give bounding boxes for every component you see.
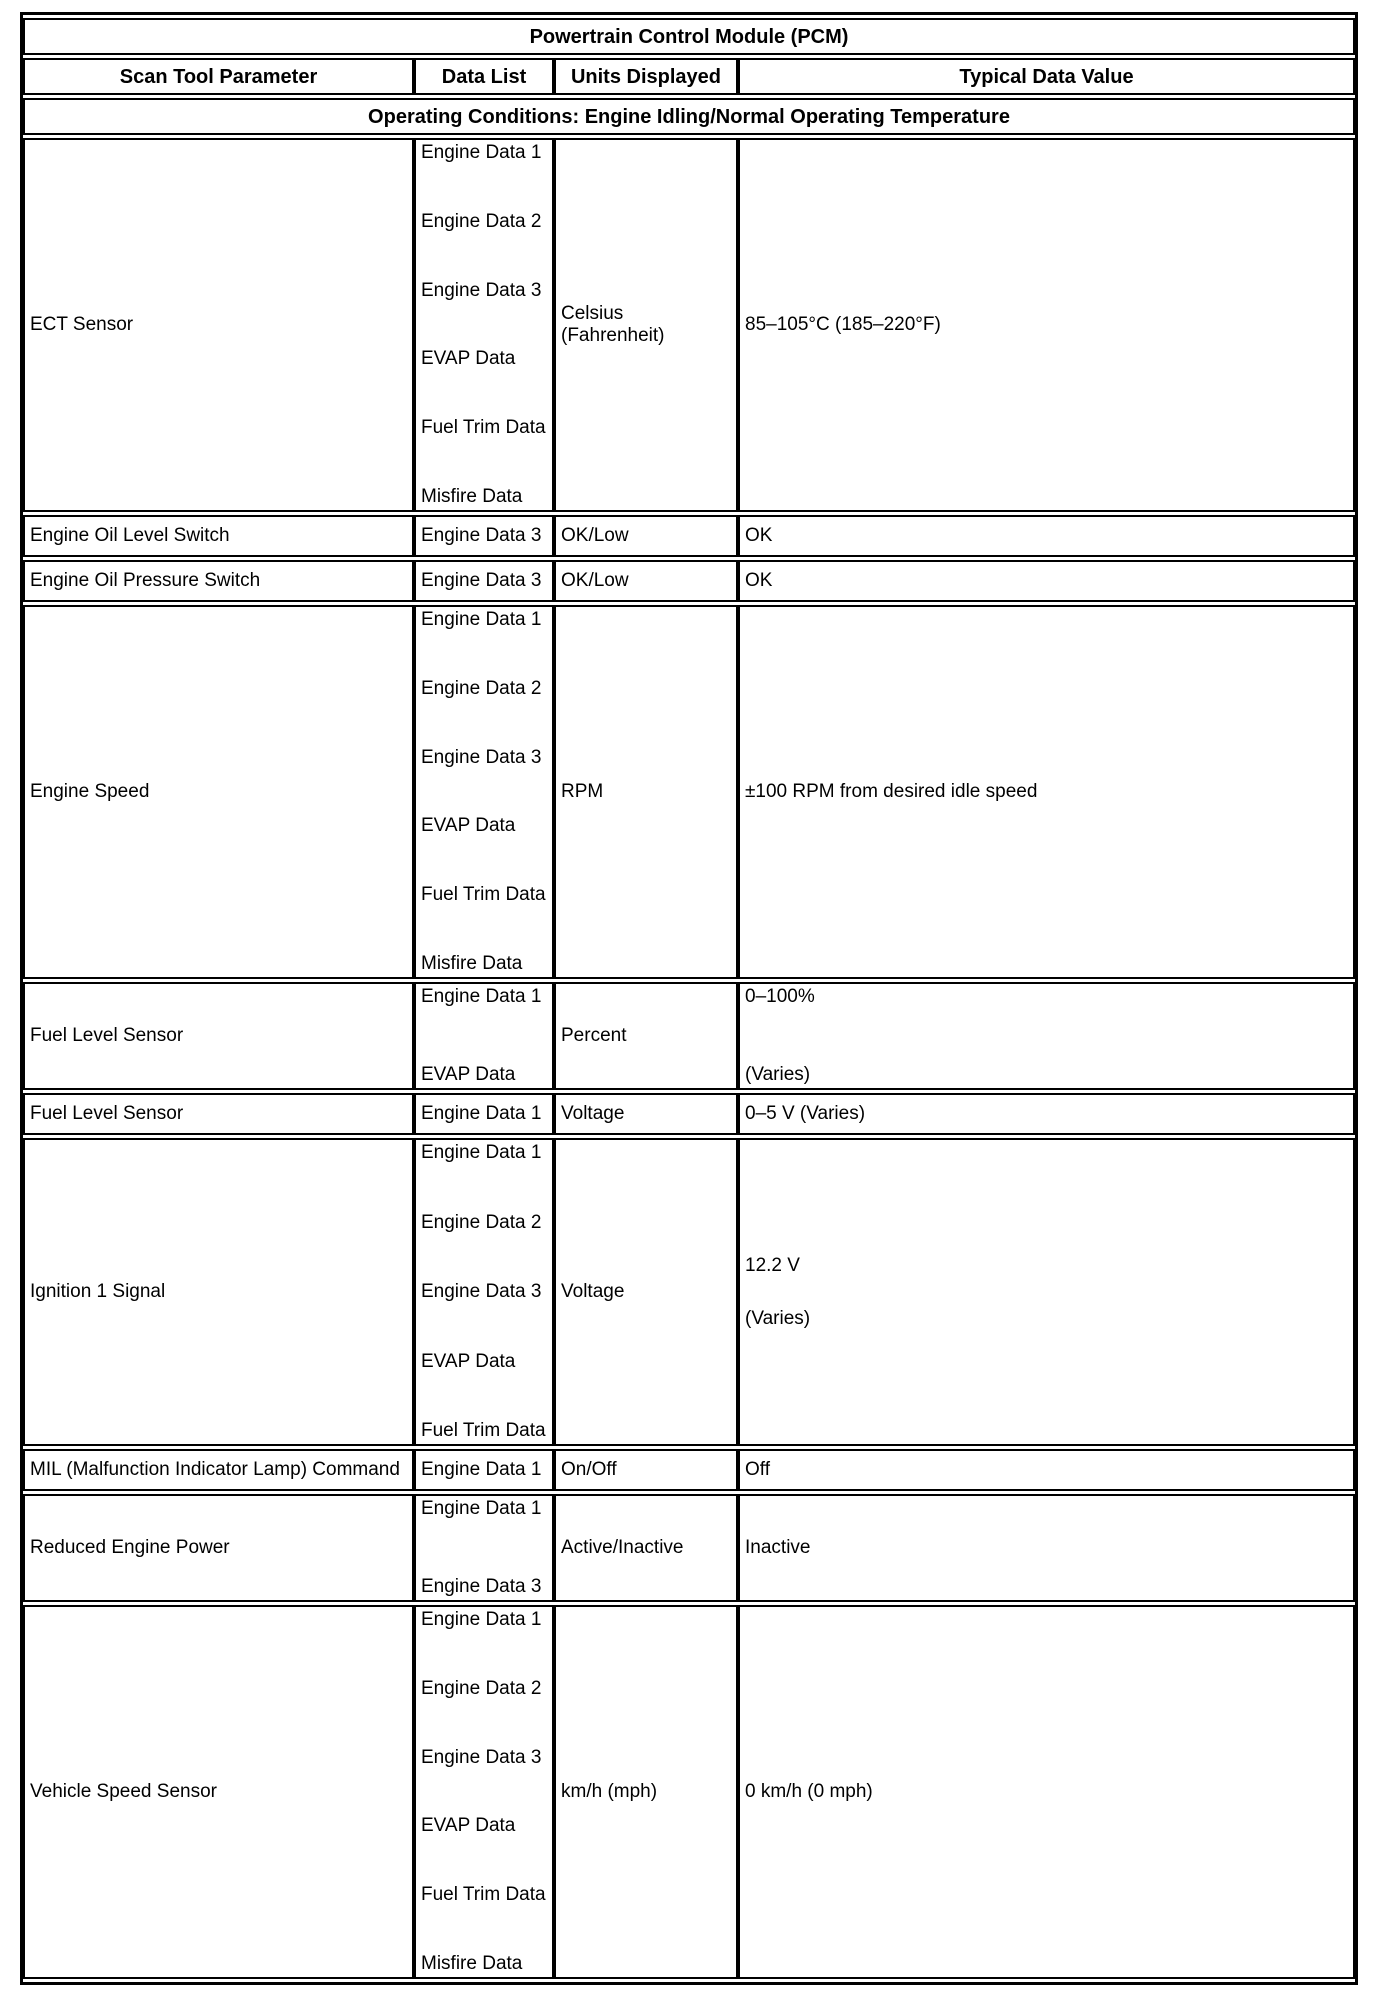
typical-value: OK: [745, 525, 773, 546]
column-header-row: [23, 58, 1355, 95]
parameter-label: Ignition 1 Signal: [30, 1281, 166, 1302]
data-list-item: Engine Data 3: [421, 746, 542, 768]
col-header-label: Units Displayed: [570, 65, 722, 88]
typical-value: Inactive: [745, 1537, 811, 1558]
parameter-cell: [23, 1494, 414, 1602]
data-list-item: Engine Data 1: [421, 142, 542, 163]
typical-value: 85–105°C (185–220°F): [745, 314, 941, 335]
units-cell: [554, 982, 738, 1090]
data-list-cell: [414, 1093, 554, 1135]
operating-conditions-row: [23, 98, 1355, 135]
col-header-scan-tool-parameter: [23, 58, 414, 95]
units-cell: [554, 560, 738, 602]
data-list-item: Engine Data 2: [421, 1211, 542, 1233]
units-label: On/Off: [561, 1459, 617, 1480]
pcm-data-table: [20, 12, 1358, 1985]
data-list-item: Engine Data 3: [421, 1746, 542, 1768]
units-label: Active/Inactive: [561, 1537, 684, 1558]
data-list-cell: [414, 1449, 554, 1491]
parameter-label: Reduced Engine Power: [30, 1537, 230, 1558]
data-list-item: Engine Data 1: [421, 1142, 542, 1163]
table-row: [23, 1138, 1355, 1446]
parameter-cell: [23, 1138, 414, 1446]
data-list-item: EVAP Data: [421, 348, 516, 370]
col-header-label: Typical Data Value: [959, 65, 1134, 88]
col-header-units-displayed: [554, 58, 738, 95]
data-list-item: EVAP Data: [421, 815, 516, 837]
col-header-label: Data List: [441, 65, 527, 88]
data-list-cell: [414, 1138, 554, 1446]
table-row: [23, 1605, 1355, 1979]
data-list-cell: [414, 982, 554, 1090]
typical-value: (Varies): [745, 1307, 811, 1329]
parameter-label: Fuel Level Sensor: [30, 1025, 184, 1046]
units-cell: [554, 138, 738, 512]
data-list-item: Engine Data 2: [421, 1677, 542, 1699]
parameter-label: Engine Speed: [30, 781, 150, 802]
data-list-item: Fuel Trim Data: [421, 417, 546, 439]
parameter-label: MIL (Malfunction Indicator Lamp) Command: [30, 1459, 400, 1480]
parameter-cell: [23, 1449, 414, 1491]
table-row: [23, 560, 1355, 602]
units-label: OK/Low: [561, 525, 629, 546]
data-list-item: Engine Data 1: [421, 1459, 542, 1480]
data-list-item: Engine Data 3: [421, 525, 542, 546]
data-list-item: Fuel Trim Data: [421, 884, 546, 906]
table-title-text: Powertrain Control Module (PCM): [529, 25, 849, 48]
table-row: [23, 1494, 1355, 1602]
units-label: Percent: [561, 1025, 627, 1046]
units-cell: [554, 515, 738, 557]
units-label: km/h (mph): [561, 1781, 658, 1802]
parameter-cell: [23, 1605, 414, 1979]
data-list-item: Engine Data 3: [421, 279, 542, 301]
parameter-cell: [23, 515, 414, 557]
typical-cell: [738, 138, 1355, 512]
data-list-item: Engine Data 1: [421, 609, 542, 630]
table-row: [23, 515, 1355, 557]
parameter-label: Engine Oil Pressure Switch: [30, 570, 261, 591]
data-list-cell: [414, 138, 554, 512]
typical-value: 0–100%: [745, 986, 815, 1007]
units-cell: [554, 1494, 738, 1602]
data-list-item: Engine Data 1: [421, 1498, 542, 1519]
parameter-label: Fuel Level Sensor: [30, 1103, 184, 1124]
parameter-label: ECT Sensor: [30, 314, 134, 335]
parameter-cell: [23, 1093, 414, 1135]
col-header-data-list: [414, 58, 554, 95]
typical-value: ±100 RPM from desired idle speed: [745, 781, 1038, 802]
data-list-item: EVAP Data: [421, 1350, 516, 1372]
data-list-cell: [414, 560, 554, 602]
col-header-typical-data-value: [738, 58, 1355, 95]
data-list-cell: [414, 605, 554, 979]
table-title: [23, 18, 1355, 55]
typical-value: (Varies): [745, 1064, 811, 1085]
data-list-item: Engine Data 3: [421, 1281, 542, 1302]
data-list-item: Misfire Data: [421, 485, 523, 507]
data-list-item: Engine Data 2: [421, 677, 542, 699]
typical-value: OK: [745, 570, 773, 591]
units-label: Celsius (Fahrenheit): [561, 303, 665, 346]
typical-value: Off: [745, 1459, 770, 1480]
parameter-cell: [23, 982, 414, 1090]
data-list-cell: [414, 515, 554, 557]
units-label: Voltage: [561, 1281, 625, 1302]
typical-value: 0–5 V (Varies): [745, 1103, 866, 1124]
data-list-cell: [414, 1605, 554, 1979]
typical-cell: [738, 1138, 1355, 1446]
typical-cell: [738, 515, 1355, 557]
typical-cell: [738, 1494, 1355, 1602]
typical-cell: [738, 560, 1355, 602]
table-row: [23, 138, 1355, 512]
title-row: [23, 18, 1355, 55]
units-cell: [554, 1093, 738, 1135]
units-cell: [554, 605, 738, 979]
table-row: [23, 1093, 1355, 1135]
table-row: [23, 1449, 1355, 1491]
parameter-cell: [23, 560, 414, 602]
data-list-item: Engine Data 1: [421, 1103, 542, 1124]
typical-cell: [738, 982, 1355, 1090]
data-list-item: Engine Data 1: [421, 986, 542, 1007]
data-list-item: EVAP Data: [421, 1064, 516, 1085]
col-header-label: Scan Tool Parameter: [119, 65, 318, 88]
typical-cell: [738, 1449, 1355, 1491]
operating-conditions-cell: [23, 98, 1355, 135]
data-list-item: EVAP Data: [421, 1815, 516, 1837]
typical-cell: [738, 605, 1355, 979]
typical-value: 0 km/h (0 mph): [745, 1781, 873, 1802]
operating-conditions-text: Operating Conditions: Engine Idling/Normal Operating Temperature: [368, 105, 1010, 128]
parameter-cell: [23, 605, 414, 979]
data-list-item: Fuel Trim Data: [421, 1420, 546, 1441]
units-cell: [554, 1138, 738, 1446]
parameter-label: Vehicle Speed Sensor: [30, 1781, 217, 1802]
data-list-item: Engine Data 3: [421, 570, 542, 591]
data-list-item: Misfire Data: [421, 1952, 523, 1974]
data-list-item: Misfire Data: [421, 952, 523, 974]
data-list-item: Engine Data 1: [421, 1609, 542, 1630]
units-cell: [554, 1449, 738, 1491]
typical-cell: [738, 1605, 1355, 1979]
table-row: [23, 605, 1355, 979]
data-list-item: Engine Data 3: [421, 1576, 542, 1597]
units-label: Voltage: [561, 1103, 625, 1124]
units-label: RPM: [561, 781, 604, 802]
units-label: OK/Low: [561, 570, 629, 591]
data-list-item: Engine Data 2: [421, 210, 542, 232]
data-list-cell: [414, 1494, 554, 1602]
parameter-label: Engine Oil Level Switch: [30, 525, 230, 546]
units-cell: [554, 1605, 738, 1979]
typical-cell: [738, 1093, 1355, 1135]
parameter-cell: [23, 138, 414, 512]
typical-value: 12.2 V: [745, 1254, 800, 1276]
data-list-item: Fuel Trim Data: [421, 1884, 546, 1906]
table-row: [23, 982, 1355, 1090]
